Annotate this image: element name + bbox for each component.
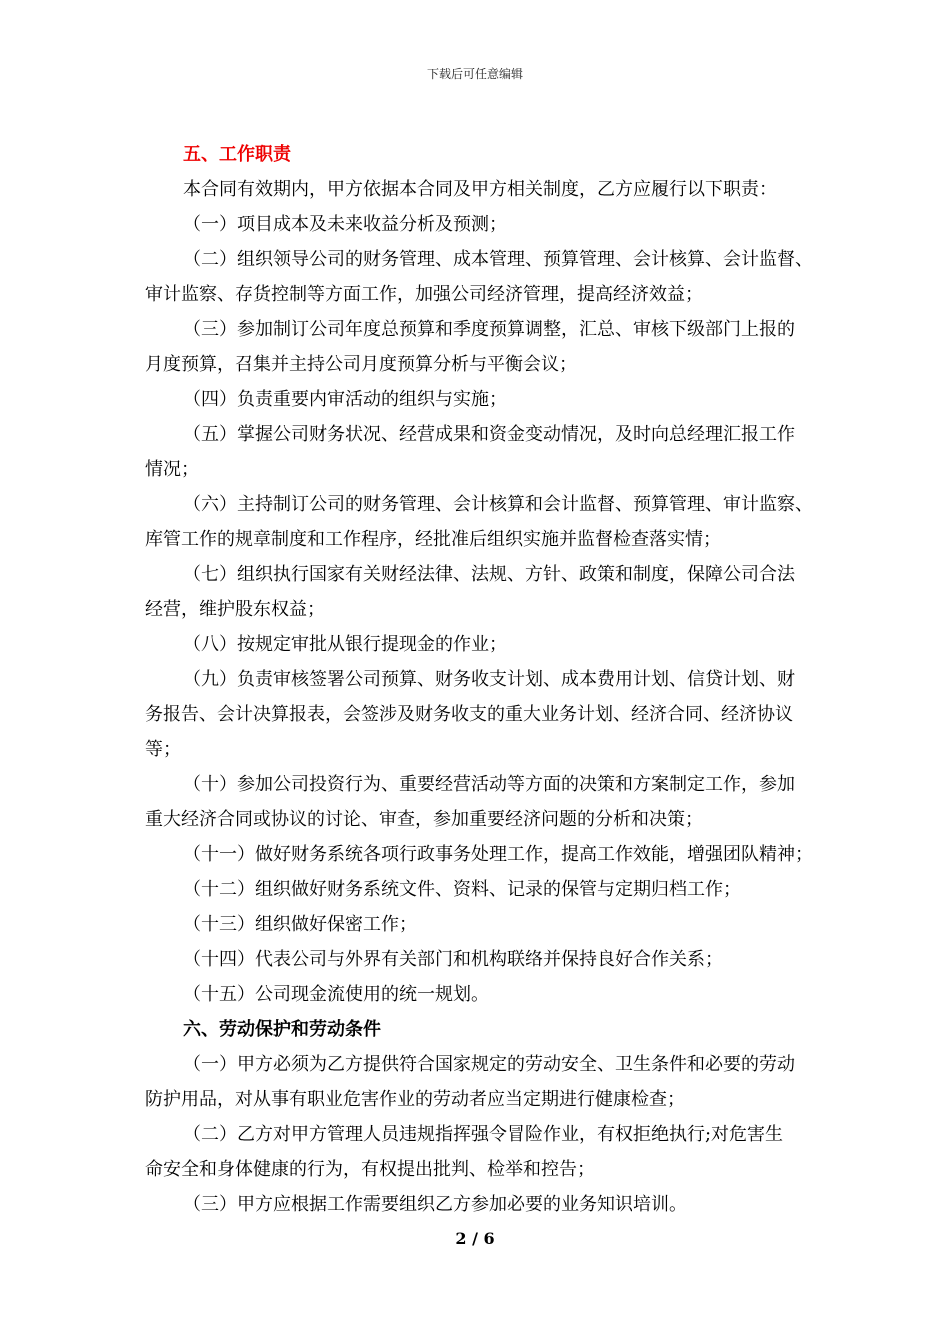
paragraph-line: （七）组织执行国家有关财经法律、法规、方针、政策和制度，保障公司合法 — [183, 564, 795, 585]
paragraph-line: （二）组织领导公司的财务管理、成本管理、预算管理、会计核算、会计监督、 — [183, 249, 813, 270]
paragraph-line: （二）乙方对甲方管理人员违规指挥强令冒险作业，有权拒绝执行;对危害生 — [183, 1124, 784, 1145]
paragraph-line: （九）负责审核签署公司预算、财务收支计划、成本费用计划、信贷计划、财 — [183, 669, 795, 690]
document-body — [145, 137, 845, 1222]
paragraph-line: 本合同有效期内，甲方依据本合同及甲方相关制度，乙方应履行以下职责： — [183, 179, 777, 200]
paragraph-line: （五）掌握公司财务状况、经营成果和资金变动情况，及时向总经理汇报工作 — [183, 424, 795, 445]
paragraph-line: （十）参加公司投资行为、重要经营活动等方面的决策和方案制定工作，参加 — [183, 774, 795, 795]
paragraph-line: （一）项目成本及未来收益分析及预测； — [183, 214, 507, 235]
paragraph-line: 务报告、会计决算报表，会签涉及财务收支的重大业务计划、经济合同、经济协议 — [145, 704, 793, 725]
section-6-title: 六、劳动保护和劳动条件 — [183, 1019, 381, 1040]
paragraph-line: 经营，维护股东权益； — [145, 599, 325, 620]
paragraph-line: （六）主持制订公司的财务管理、会计核算和会计监督、预算管理、审计监察、 — [183, 494, 813, 515]
paragraph-line: 重大经济合同或协议的讨论、审查，参加重要经济问题的分析和决策； — [145, 809, 703, 830]
paragraph-line: 命安全和身体健康的行为，有权提出批判、检举和控告； — [145, 1159, 595, 1180]
paragraph-line: 等； — [145, 739, 181, 760]
paragraph-line: 库管工作的规章制度和工作程序，经批准后组织实施并监督检查落实情； — [145, 529, 721, 550]
paragraph-line: （八）按规定审批从银行提现金的作业； — [183, 634, 507, 655]
page-header-note: 下载后可任意编辑 — [426, 67, 523, 81]
paragraph-line: 情况； — [145, 459, 199, 480]
section-5-title: 五、工作职责 — [183, 144, 291, 165]
paragraph-line: （三）参加制订公司年度总预算和季度预算调整，汇总、审核下级部门上报的 — [183, 319, 795, 340]
paragraph-line: （一）甲方必须为乙方提供符合国家规定的劳动安全、卫生条件和必要的劳动 — [183, 1054, 795, 1075]
page-number: 2 / 6 — [455, 1229, 495, 1248]
paragraph-line: 防护用品，对从事有职业危害作业的劳动者应当定期进行健康检查； — [145, 1089, 685, 1110]
paragraph-line: （十一）做好财务系统各项行政事务处理工作，提高工作效能，增强团队精神； — [183, 844, 813, 865]
paragraph-line: （十五）公司现金流使用的统一规划。 — [183, 984, 489, 1005]
paragraph-line: （十四）代表公司与外界有关部门和机构联络并保持良好合作关系； — [183, 949, 723, 970]
paragraph-line: （十三）组织做好保密工作； — [183, 914, 417, 935]
paragraph-line: （四）负责重要内审活动的组织与实施； — [183, 389, 507, 410]
paragraph-line: （十二）组织做好财务系统文件、资料、记录的保管与定期归档工作； — [183, 879, 741, 900]
paragraph-line: 审计监察、存货控制等方面工作，加强公司经济管理，提高经济效益； — [145, 284, 703, 305]
paragraph-line: 月度预算，召集并主持公司月度预算分析与平衡会议； — [145, 354, 577, 375]
paragraph-line: （三）甲方应根据工作需要组织乙方参加必要的业务知识培训。 — [183, 1194, 687, 1215]
